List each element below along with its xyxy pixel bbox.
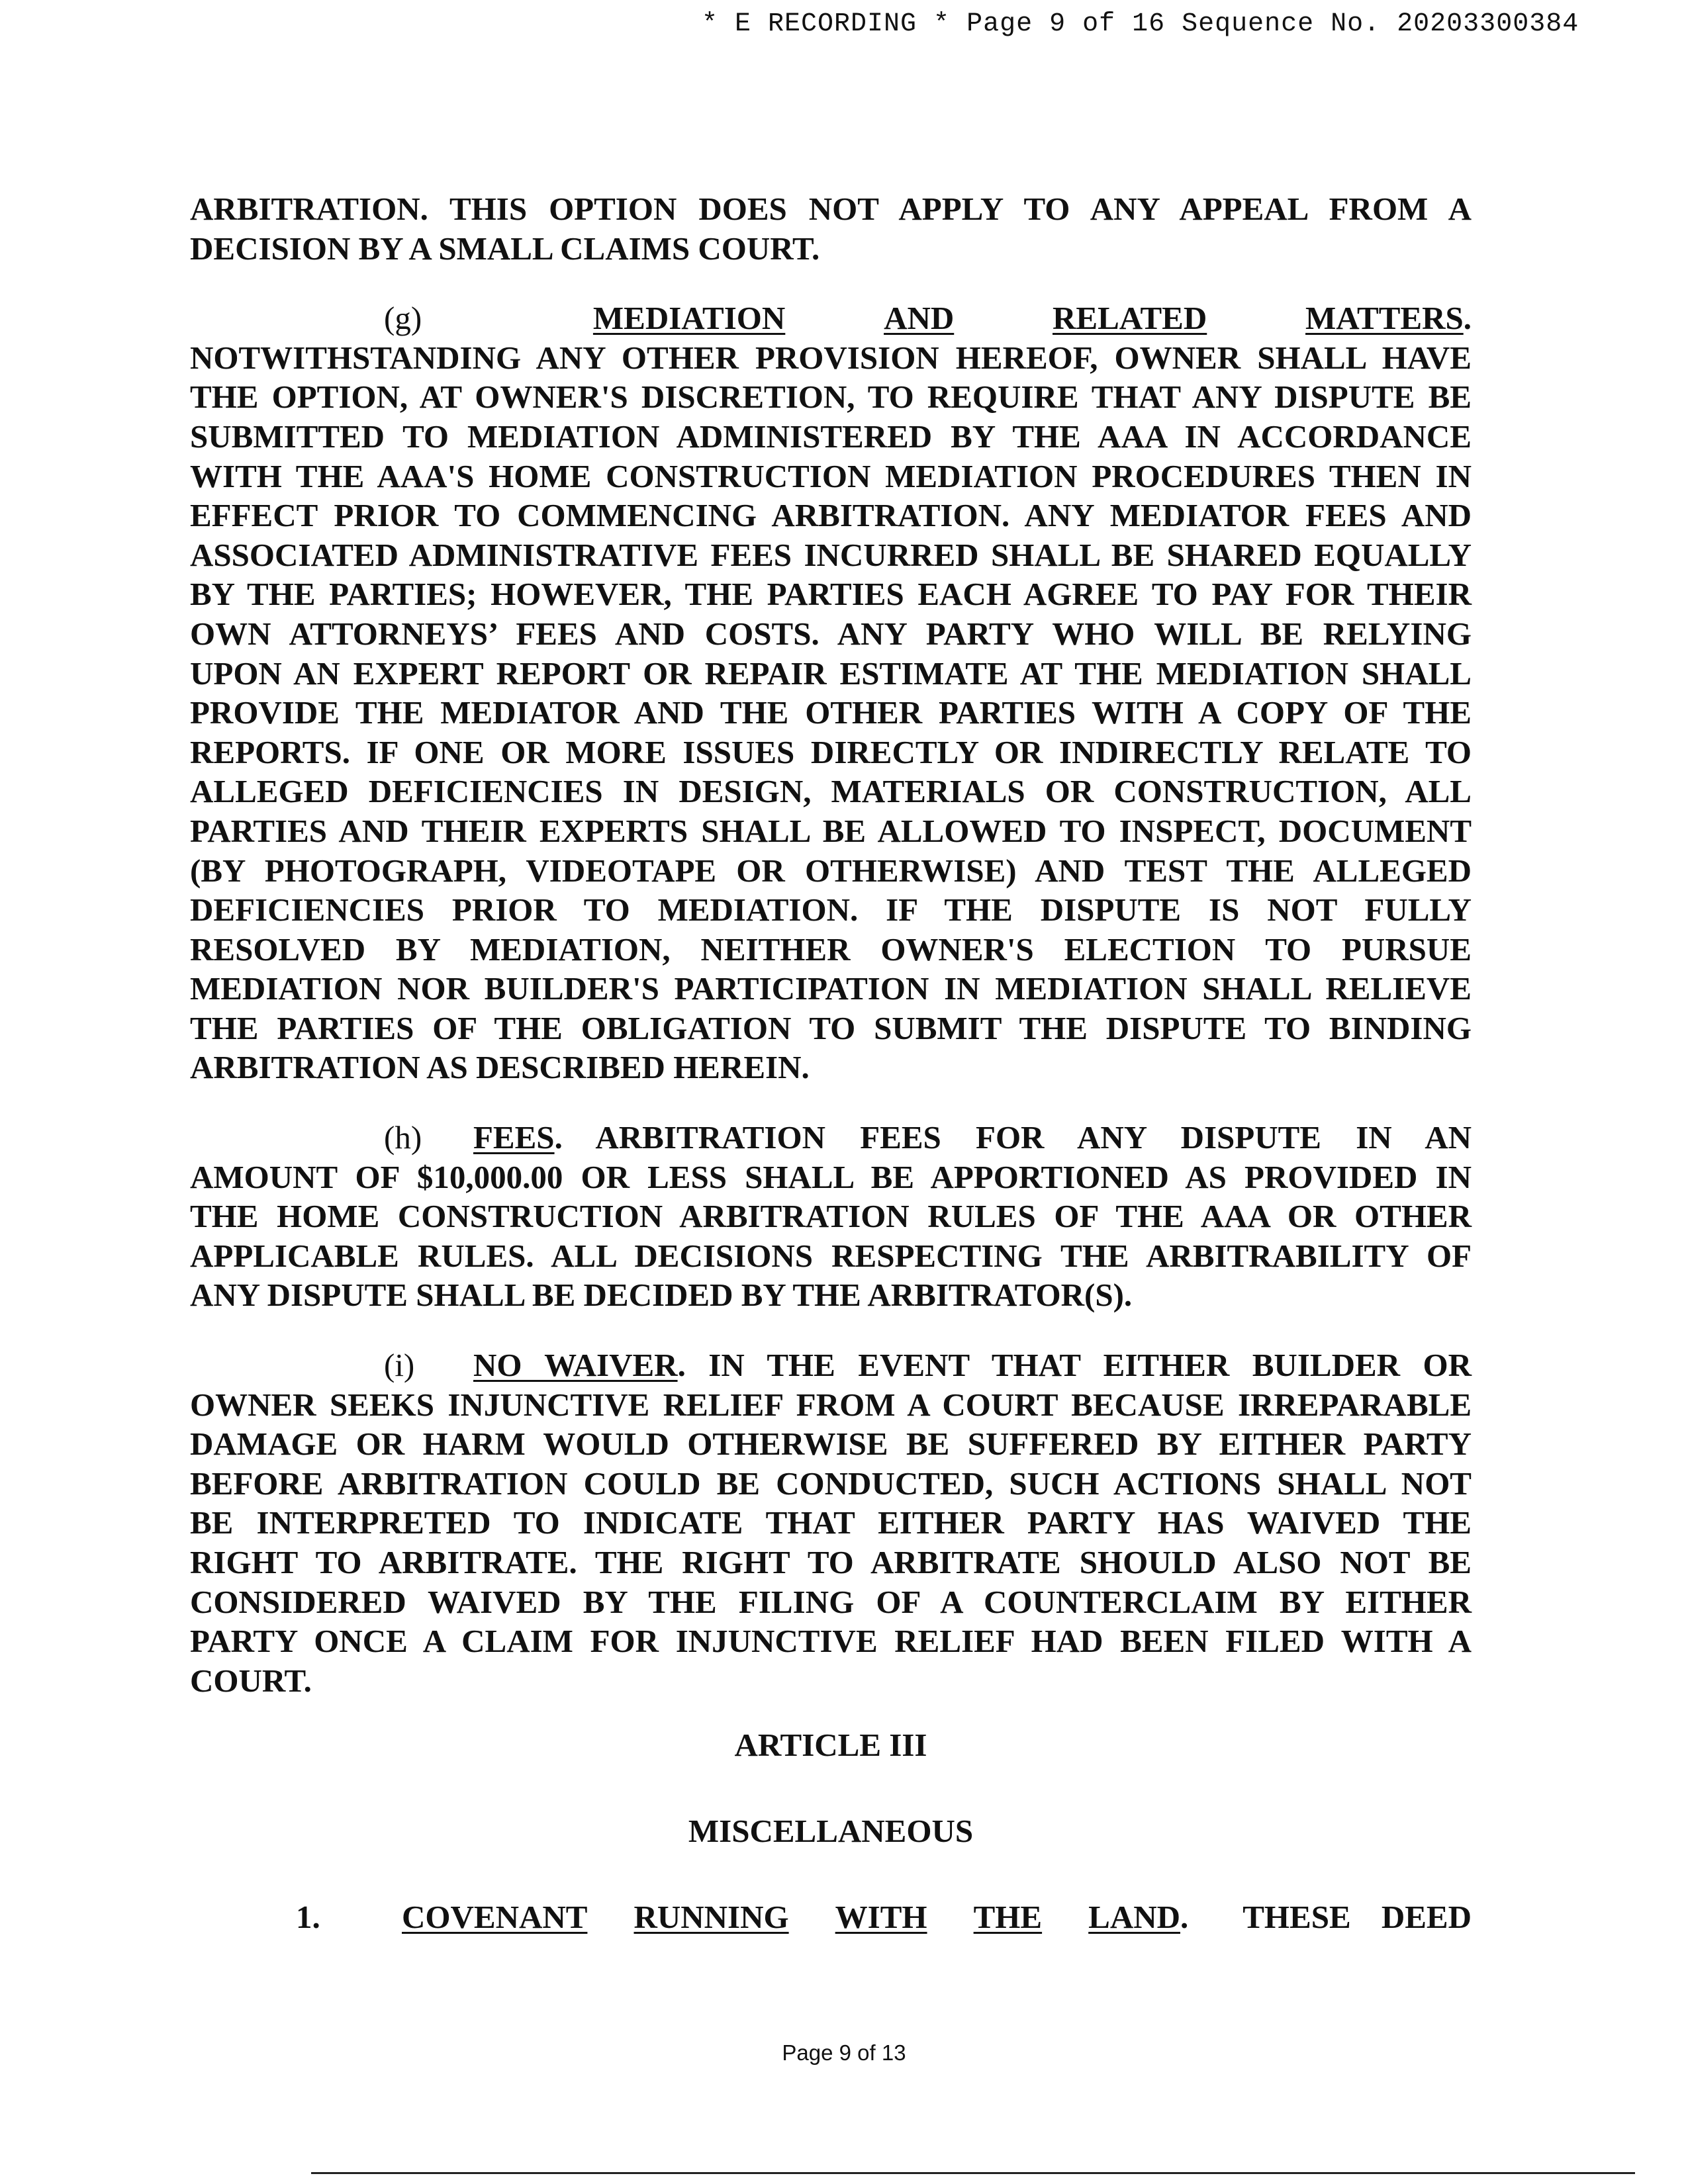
heading-word: RELATED [1053,300,1207,337]
text-line: ANY DISPUTE SHALL BE DECIDED BY THE ARBITRATOR(S). [190,1277,1133,1314]
text-line: PROVIDE THE MEDIATOR AND THE OTHER PARTIES WITH A COPY OF THE [190,694,1472,731]
text-line: EFFECT PRIOR TO COMMENCING ARBITRATION. ANY MEDIATOR FEES AND [190,497,1472,534]
section-i-marker: (i) [384,1347,415,1384]
page-number: Page 9 of 13 [782,2040,906,2065]
section-g [190,298,1472,1087]
covenant-title [402,1897,1180,1937]
text-line: BE INTERPRETED TO INDICATE THAT EITHER PARTY HAS WAIVED THE [190,1504,1472,1541]
text-line: AMOUNT OF $10,000.00 OR LESS SHALL BE APPORTIONED AS PROVIDED IN [190,1158,1472,1195]
covenant-heading [190,1897,1472,1937]
text-line: THE PARTIES OF THE OBLIGATION TO SUBMIT THE DISPUTE TO BINDING [190,1009,1472,1046]
section-g-marker: (g) [384,300,422,337]
text-word: THESE [1243,1898,1351,1935]
section-i-heading: NO WAIVER [473,1347,678,1384]
text-line: ALLEGED DEFICIENCIES IN DESIGN, MATERIALS OR CONSTRUCTION, ALL [190,773,1472,810]
text-line: RESOLVED BY MEDIATION, NEITHER OWNER'S ELECTION TO PURSUE [190,931,1472,968]
text-line: PARTY ONCE A CLAIM FOR INJUNCTIVE RELIEF HAD BEEN FILED WITH A [190,1623,1472,1660]
section-g-heading [190,298,1472,338]
text-line: DECISION BY A SMALL CLAIMS COURT. [190,230,820,267]
text-line: COURT. [190,1662,312,1699]
section-i [190,1345,1472,1700]
document-body [190,189,1472,1936]
text-line: OWNER SEEKS INJUNCTIVE RELIEF FROM A COURT BECAUSE IRREPARABLE [190,1386,1472,1423]
text-line: WITH THE AAA'S HOME CONSTRUCTION MEDIATION PROCEDURES THEN IN [190,457,1472,494]
covenant-text-start [1243,1897,1472,1937]
text-line: PARTIES AND THEIR EXPERTS SHALL BE ALLOWED TO INSPECT, DOCUMENT [190,812,1472,849]
article-subtitle: MISCELLANEOUS [688,1812,974,1849]
section-i-first-line [190,1345,1472,1385]
heading-word: WITH [835,1898,927,1935]
intro-paragraph [190,189,1472,268]
text-word: DEED [1381,1898,1472,1935]
text-line: MEDIATION NOR BUILDER'S PARTICIPATION IN MEDIATION SHALL RELIEVE [190,970,1472,1007]
heading-word: THE [973,1898,1043,1935]
text-line: CONSIDERED WAIVED BY THE FILING OF A COUNTERCLAIM BY EITHER [190,1583,1472,1620]
section-i-first-line-rest: . IN THE EVENT THAT EITHER BUILDER OR [677,1347,1472,1384]
heading-word: MATTERS [1305,300,1464,337]
text-line: RIGHT TO ARBITRATE. THE RIGHT TO ARBITRATE SHOULD ALSO NOT BE [190,1544,1472,1580]
section-h [190,1118,1472,1315]
text-line: THE OPTION, AT OWNER'S DISCRETION, TO REQUIRE THAT ANY DISPUTE BE [190,379,1472,416]
text-line: DAMAGE OR HARM WOULD OTHERWISE BE SUFFERED BY EITHER PARTY [190,1426,1472,1463]
text-line: ARBITRATION AS DESCRIBED HEREIN. [190,1049,810,1086]
text-line: BEFORE ARBITRATION COULD BE CONDUCTED, SUCH ACTIONS SHALL NOT [190,1465,1472,1502]
section-h-marker: (h) [384,1119,422,1156]
text-line: UPON AN EXPERT REPORT OR REPAIR ESTIMATE AT THE MEDIATION SHALL [190,655,1472,692]
heading-word: COVENANT [402,1898,588,1935]
heading-end: . [1463,300,1472,337]
covenant-heading-end: . [1180,1898,1189,1935]
section-h-first-line [190,1118,1472,1158]
heading-word: AND [884,300,955,337]
text-line: SUBMITTED TO MEDIATION ADMINISTERED BY THE AAA IN ACCORDANCE [190,418,1472,455]
text-line: THE HOME CONSTRUCTION ARBITRATION RULES OF THE AAA OR OTHER [190,1198,1472,1235]
section-h-first-line-rest: . ARBITRATION FEES FOR ANY DISPUTE IN AN [554,1119,1472,1156]
text-line: BY THE PARTIES; HOWEVER, THE PARTIES EACH AGREE TO PAY FOR THEIR [190,576,1472,613]
scan-edge-rule [311,2172,1635,2174]
heading-last-word-group [1305,298,1472,338]
text-line: APPLICABLE RULES. ALL DECISIONS RESPECTING THE ARBITRABILITY OF [190,1237,1472,1274]
text-line: ARBITRATION. THIS OPTION DOES NOT APPLY TO ANY APPEAL FROM A [190,191,1472,227]
covenant-number: 1. [296,1898,320,1935]
recording-stamp: * E RECORDING * Page 9 of 16 Sequence No. 20203300384 [702,9,1579,39]
text-line: NOTWITHSTANDING ANY OTHER PROVISION HEREOF, OWNER SHALL HAVE [190,339,1472,376]
heading-word: MEDIATION [592,300,786,337]
section-h-heading: FEES [473,1119,555,1156]
heading-word: LAND [1088,1898,1180,1935]
article-title: ARTICLE III [734,1727,927,1764]
text-line: (BY PHOTOGRAPH, VIDEOTAPE OR OTHERWISE) AND TEST THE ALLEGED [190,852,1472,889]
text-line: REPORTS. IF ONE OR MORE ISSUES DIRECTLY OR INDIRECTLY RELATE TO [190,733,1472,770]
text-line: DEFICIENCIES PRIOR TO MEDIATION. IF THE DISPUTE IS NOT FULLY [190,891,1472,929]
text-line: ASSOCIATED ADMINISTRATIVE FEES INCURRED SHALL BE SHARED EQUALLY [190,536,1472,573]
text-line: OWN ATTORNEYS’ FEES AND COSTS. ANY PARTY WHO WILL BE RELYING [190,615,1472,652]
heading-word: RUNNING [633,1898,789,1935]
